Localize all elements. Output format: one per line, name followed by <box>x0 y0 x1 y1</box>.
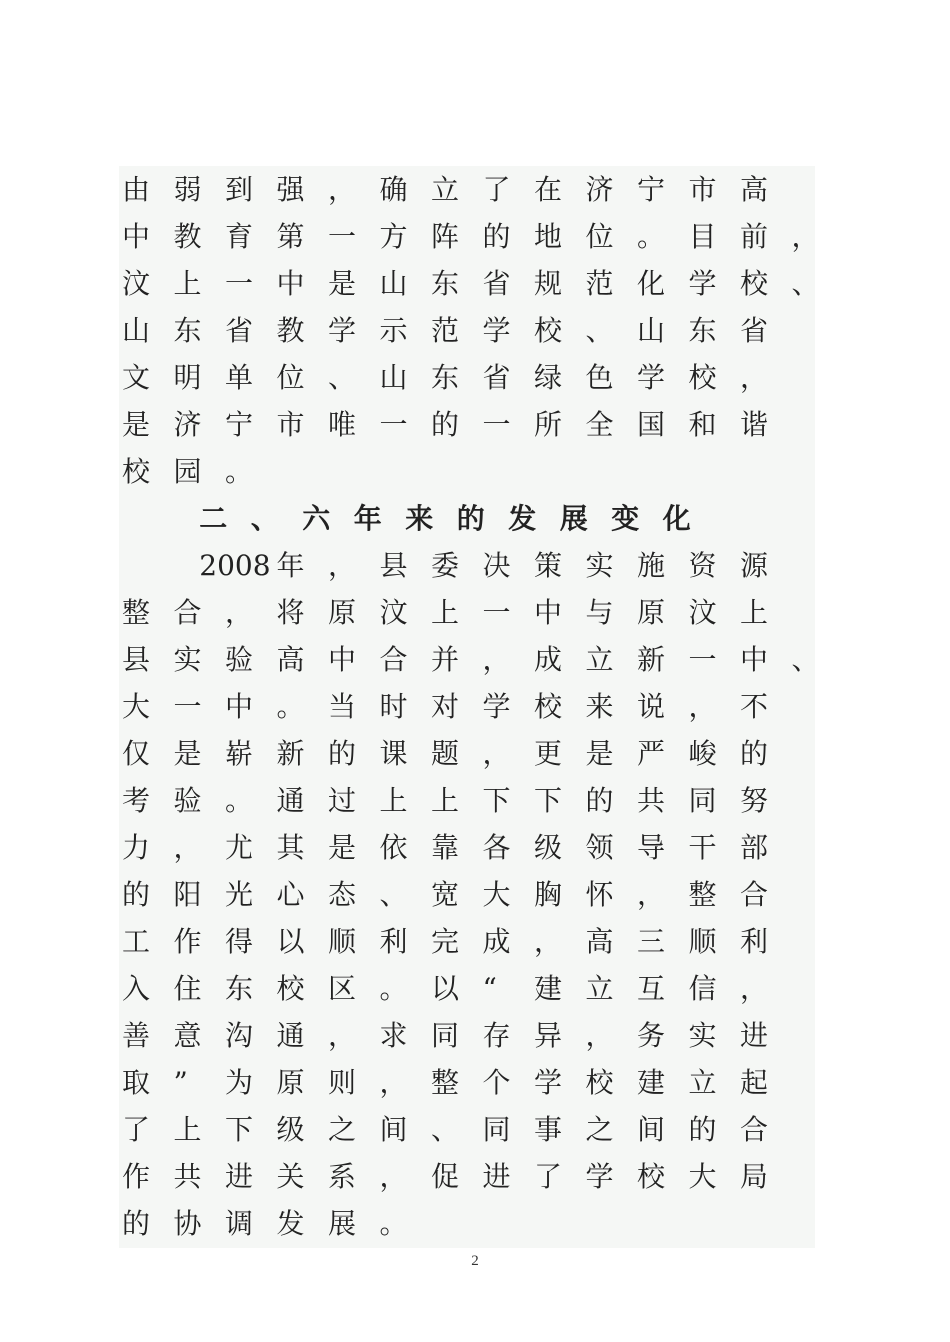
text-char: 整 <box>122 596 151 629</box>
text-char: 仅 <box>122 737 151 770</box>
text-char: 校 <box>637 1160 666 1193</box>
text-char: 态 <box>328 878 357 911</box>
text-char: 全 <box>585 408 614 441</box>
text-char: 化 <box>662 502 691 535</box>
text-char: 校 <box>534 314 563 347</box>
text-char: 策 <box>534 549 563 582</box>
text-char: 是 <box>122 408 151 441</box>
text-char: 汶 <box>122 267 151 300</box>
text-char: 二 <box>199 502 228 535</box>
text-char: 的 <box>688 1113 717 1146</box>
text-char: 原 <box>328 596 357 629</box>
text-char: 了 <box>482 173 511 206</box>
text-char: 区 <box>328 972 357 1005</box>
text-char: 阵 <box>431 220 460 253</box>
text-char: 级 <box>534 831 563 864</box>
text-char: 更 <box>534 737 563 770</box>
text-char: 促 <box>431 1160 460 1193</box>
text-char: 崭 <box>225 737 254 770</box>
text-char: 。 <box>379 1207 408 1240</box>
text-char: 下 <box>534 784 563 817</box>
text-char: 汶 <box>688 596 717 629</box>
text-char: 进 <box>740 1019 769 1052</box>
text-char: 唯 <box>328 408 357 441</box>
text-char: 年 <box>353 502 382 535</box>
text-char: ， <box>328 549 357 582</box>
text-char: 立 <box>585 972 614 1005</box>
text-char: 大 <box>688 1160 717 1193</box>
text-char: “ <box>482 972 497 1005</box>
text-char: 单 <box>225 361 254 394</box>
text-char: ， <box>173 831 202 864</box>
text-char: 当 <box>328 690 357 723</box>
text-char: 地 <box>534 220 563 253</box>
text-char: 。 <box>276 690 305 723</box>
text-char: 校 <box>276 972 305 1005</box>
text-char: 中 <box>328 643 357 676</box>
text-char: 顺 <box>328 925 357 958</box>
text-char: 发 <box>508 502 537 535</box>
text-char: 说 <box>637 690 666 723</box>
text-char: 2008 <box>199 549 271 582</box>
text-char: 心 <box>276 878 305 911</box>
text-char: 与 <box>585 596 614 629</box>
text-char: 靠 <box>431 831 460 864</box>
text-char: 宁 <box>225 408 254 441</box>
text-char: ， <box>225 596 254 629</box>
text-char: ， <box>379 1160 408 1193</box>
text-char: 强 <box>276 173 305 206</box>
text-char: 实 <box>688 1019 717 1052</box>
text-char: 资 <box>688 549 717 582</box>
text-char: 以 <box>431 972 460 1005</box>
text-char: 校 <box>122 455 151 488</box>
text-char: 是 <box>173 737 202 770</box>
text-char: 利 <box>379 925 408 958</box>
text-char: 课 <box>379 737 408 770</box>
text-char: 一 <box>482 408 511 441</box>
text-char: 上 <box>173 1113 202 1146</box>
text-char: 原 <box>637 596 666 629</box>
text-char: 、 <box>379 878 408 911</box>
text-char: ， <box>482 643 511 676</box>
text-char: 得 <box>225 925 254 958</box>
text-char: 合 <box>379 643 408 676</box>
text-char: 关 <box>276 1160 305 1193</box>
text-char: 下 <box>225 1113 254 1146</box>
text-char: 学 <box>637 361 666 394</box>
text-char: 的 <box>585 784 614 817</box>
text-char: 学 <box>482 690 511 723</box>
text-char: 来 <box>405 502 434 535</box>
text-char: 上 <box>431 596 460 629</box>
text-char: 立 <box>585 643 614 676</box>
text-char: 实 <box>585 549 614 582</box>
text-char: 作 <box>173 925 202 958</box>
text-char: 求 <box>379 1019 408 1052</box>
text-char: 通 <box>276 784 305 817</box>
text-char: 的 <box>122 1207 151 1240</box>
text-char: 明 <box>173 361 202 394</box>
text-char: 沟 <box>225 1019 254 1052</box>
text-char: 、 <box>791 643 820 676</box>
text-char: 范 <box>431 314 460 347</box>
text-char: 学 <box>585 1160 614 1193</box>
text-char: 合 <box>173 596 202 629</box>
text-char: 县 <box>379 549 408 582</box>
text-char: 意 <box>173 1019 202 1052</box>
text-char: 教 <box>276 314 305 347</box>
body-text <box>119 166 820 1248</box>
text-char: 调 <box>225 1207 254 1240</box>
text-char: 进 <box>482 1160 511 1193</box>
text-char: 了 <box>122 1113 151 1146</box>
text-char: 一 <box>688 643 717 676</box>
text-char: 。 <box>379 972 408 1005</box>
text-char: 展 <box>559 502 588 535</box>
text-char: 东 <box>173 314 202 347</box>
text-char: 之 <box>328 1113 357 1146</box>
text-char: 教 <box>173 220 202 253</box>
text-char: 六 <box>302 502 331 535</box>
text-char: 异 <box>534 1019 563 1052</box>
text-char: 部 <box>740 831 769 864</box>
text-char: 山 <box>637 314 666 347</box>
text-char: 决 <box>482 549 511 582</box>
text-char: 中 <box>225 690 254 723</box>
text-char: 系 <box>328 1160 357 1193</box>
text-char: 发 <box>276 1207 305 1240</box>
text-char: 中 <box>276 267 305 300</box>
text-char: 为 <box>225 1066 254 1099</box>
text-char: 校 <box>688 361 717 394</box>
text-char: 依 <box>379 831 408 864</box>
text-char: 事 <box>534 1113 563 1146</box>
text-char: 弱 <box>173 173 202 206</box>
text-char: 上 <box>379 784 408 817</box>
text-char: 顺 <box>688 925 717 958</box>
text-char: 中 <box>740 643 769 676</box>
text-char: 委 <box>431 549 460 582</box>
text-char: 宁 <box>637 173 666 206</box>
text-char: 。 <box>637 220 666 253</box>
text-char: 立 <box>688 1066 717 1099</box>
text-char: 东 <box>225 972 254 1005</box>
text-char: 山 <box>379 361 408 394</box>
text-char: 阳 <box>173 878 202 911</box>
text-char: 间 <box>637 1113 666 1146</box>
text-char: 学 <box>688 267 717 300</box>
text-char: 、 <box>791 267 820 300</box>
text-char: 题 <box>431 737 460 770</box>
text-char: 下 <box>482 784 511 817</box>
text-char: 同 <box>688 784 717 817</box>
text-char: 则 <box>328 1066 357 1099</box>
text-char: ， <box>482 737 511 770</box>
text-char: 展 <box>328 1207 357 1240</box>
text-char: 干 <box>688 831 717 864</box>
text-char: 学 <box>328 314 357 347</box>
text-char: 大 <box>482 878 511 911</box>
text-char: 是 <box>585 737 614 770</box>
text-char: 整 <box>431 1066 460 1099</box>
text-char: 、 <box>431 1113 460 1146</box>
text-char: 取 <box>122 1066 151 1099</box>
text-char: 在 <box>534 173 563 206</box>
text-char: 互 <box>637 972 666 1005</box>
text-char: 对 <box>431 690 460 723</box>
text-char: 市 <box>276 408 305 441</box>
text-char: 高 <box>585 925 614 958</box>
text-char: 位 <box>585 220 614 253</box>
text-char: 学 <box>482 314 511 347</box>
text-char: 合 <box>740 878 769 911</box>
text-char: 。 <box>225 455 254 488</box>
text-char: 校 <box>534 690 563 723</box>
text-char: 学 <box>534 1066 563 1099</box>
text-char: 三 <box>637 925 666 958</box>
text-char: 一 <box>225 267 254 300</box>
text-char: 工 <box>122 925 151 958</box>
text-char: 共 <box>173 1160 202 1193</box>
text-char: 校 <box>585 1066 614 1099</box>
text-char: 整 <box>688 878 717 911</box>
text-char: 第 <box>276 220 305 253</box>
text-char: 山 <box>379 267 408 300</box>
text-char: 以 <box>276 925 305 958</box>
text-char: 一 <box>482 596 511 629</box>
text-char: 级 <box>276 1113 305 1146</box>
text-char: ， <box>379 1066 408 1099</box>
text-char: 东 <box>431 361 460 394</box>
text-char: 实 <box>173 643 202 676</box>
text-char: 上 <box>740 596 769 629</box>
text-char: 省 <box>740 314 769 347</box>
text-char: 入 <box>122 972 151 1005</box>
text-char: 源 <box>740 549 769 582</box>
text-char: 中 <box>122 220 151 253</box>
text-char: 化 <box>637 267 666 300</box>
text-char: 国 <box>637 408 666 441</box>
text-char: 善 <box>122 1019 151 1052</box>
text-char: 领 <box>585 831 614 864</box>
text-char: 济 <box>173 408 202 441</box>
text-char: 确 <box>379 173 408 206</box>
text-char: 是 <box>328 831 357 864</box>
text-char: 。 <box>225 784 254 817</box>
text-char: 园 <box>173 455 202 488</box>
text-char: ， <box>534 925 563 958</box>
text-char: 县 <box>122 643 151 676</box>
text-char: 上 <box>431 784 460 817</box>
text-char: 校 <box>740 267 769 300</box>
text-char: 的 <box>328 737 357 770</box>
text-char: 共 <box>637 784 666 817</box>
text-char: 上 <box>173 267 202 300</box>
text-char: 新 <box>276 737 305 770</box>
text-char: 局 <box>740 1160 769 1193</box>
text-char: 起 <box>740 1066 769 1099</box>
text-char: 考 <box>122 784 151 817</box>
text-char: 施 <box>637 549 666 582</box>
text-char: 绿 <box>534 361 563 394</box>
text-char: 省 <box>482 267 511 300</box>
text-char: ， <box>585 1019 614 1052</box>
text-char: 色 <box>585 361 614 394</box>
text-char: 光 <box>225 878 254 911</box>
text-char: 年 <box>276 549 305 582</box>
text-char: 高 <box>276 643 305 676</box>
text-char: 了 <box>534 1160 563 1193</box>
text-char: ， <box>740 972 769 1005</box>
text-char: 、 <box>250 502 279 535</box>
text-char: 进 <box>225 1160 254 1193</box>
text-char: 济 <box>585 173 614 206</box>
text-char: 同 <box>431 1019 460 1052</box>
text-char: ， <box>791 220 820 253</box>
text-char: 一 <box>173 690 202 723</box>
text-char: 大 <box>122 690 151 723</box>
text-char: 省 <box>225 314 254 347</box>
text-char: 力 <box>122 831 151 864</box>
text-char: 峻 <box>688 737 717 770</box>
text-char: 导 <box>637 831 666 864</box>
text-char: 育 <box>225 220 254 253</box>
text-char: 示 <box>379 314 408 347</box>
text-char: 文 <box>122 361 151 394</box>
text-char: 作 <box>122 1160 151 1193</box>
text-char: 其 <box>276 831 305 864</box>
text-char: 不 <box>740 690 769 723</box>
text-char: 的 <box>740 737 769 770</box>
text-char: 住 <box>173 972 202 1005</box>
text-char: 汶 <box>379 596 408 629</box>
text-char: 规 <box>534 267 563 300</box>
text-char: 建 <box>534 972 563 1005</box>
text-char: 到 <box>225 173 254 206</box>
text-char: ” <box>173 1066 188 1099</box>
text-char: 个 <box>482 1066 511 1099</box>
text-char: 新 <box>637 643 666 676</box>
text-char: ， <box>637 878 666 911</box>
text-char: 、 <box>585 314 614 347</box>
text-char: 努 <box>740 784 769 817</box>
text-char: 所 <box>534 408 563 441</box>
text-char: 由 <box>122 173 151 206</box>
text-char: 各 <box>482 831 511 864</box>
text-char: 务 <box>637 1019 666 1052</box>
text-char: 尤 <box>225 831 254 864</box>
text-char: 怀 <box>585 878 614 911</box>
text-char: 成 <box>482 925 511 958</box>
text-char: 宽 <box>431 878 460 911</box>
text-char: 同 <box>482 1113 511 1146</box>
text-char: 范 <box>585 267 614 300</box>
text-char: 一 <box>328 220 357 253</box>
text-char: 目 <box>688 220 717 253</box>
text-char: 过 <box>328 784 357 817</box>
text-char: 来 <box>585 690 614 723</box>
text-char: 完 <box>431 925 460 958</box>
text-char: 方 <box>379 220 408 253</box>
text-char: 时 <box>379 690 408 723</box>
text-char: 的 <box>122 878 151 911</box>
text-char: 是 <box>328 267 357 300</box>
text-char: 中 <box>534 596 563 629</box>
text-char: 东 <box>688 314 717 347</box>
text-char: 高 <box>740 173 769 206</box>
text-char: 信 <box>688 972 717 1005</box>
text-char: 通 <box>276 1019 305 1052</box>
text-char: 之 <box>585 1113 614 1146</box>
text-char: 位 <box>276 361 305 394</box>
text-char: 原 <box>276 1066 305 1099</box>
text-char: 合 <box>740 1113 769 1146</box>
text-char: 并 <box>431 643 460 676</box>
text-char: 东 <box>431 267 460 300</box>
text-char: 市 <box>688 173 717 206</box>
text-char: ， <box>740 361 769 394</box>
page-number: 2 <box>471 1253 479 1269</box>
text-char: 验 <box>173 784 202 817</box>
text-char: 山 <box>122 314 151 347</box>
text-char: ， <box>328 1019 357 1052</box>
text-char: 存 <box>482 1019 511 1052</box>
text-char: 一 <box>379 408 408 441</box>
text-char: ， <box>688 690 717 723</box>
text-char: 将 <box>276 596 305 629</box>
text-char: 建 <box>637 1066 666 1099</box>
text-char: 的 <box>431 408 460 441</box>
text-char: 谐 <box>740 408 769 441</box>
text-char: 、 <box>328 361 357 394</box>
text-char: 和 <box>688 408 717 441</box>
text-char: 立 <box>431 173 460 206</box>
text-char: 利 <box>740 925 769 958</box>
text-char: 前 <box>740 220 769 253</box>
text-char: 成 <box>534 643 563 676</box>
text-char: 间 <box>379 1113 408 1146</box>
text-char: 严 <box>637 737 666 770</box>
text-char: 胸 <box>534 878 563 911</box>
text-char: 的 <box>456 502 485 535</box>
text-char: 验 <box>225 643 254 676</box>
text-char: 省 <box>482 361 511 394</box>
text-char: 变 <box>611 502 640 535</box>
text-char: 协 <box>173 1207 202 1240</box>
text-char: ， <box>328 173 357 206</box>
text-char: 的 <box>482 220 511 253</box>
